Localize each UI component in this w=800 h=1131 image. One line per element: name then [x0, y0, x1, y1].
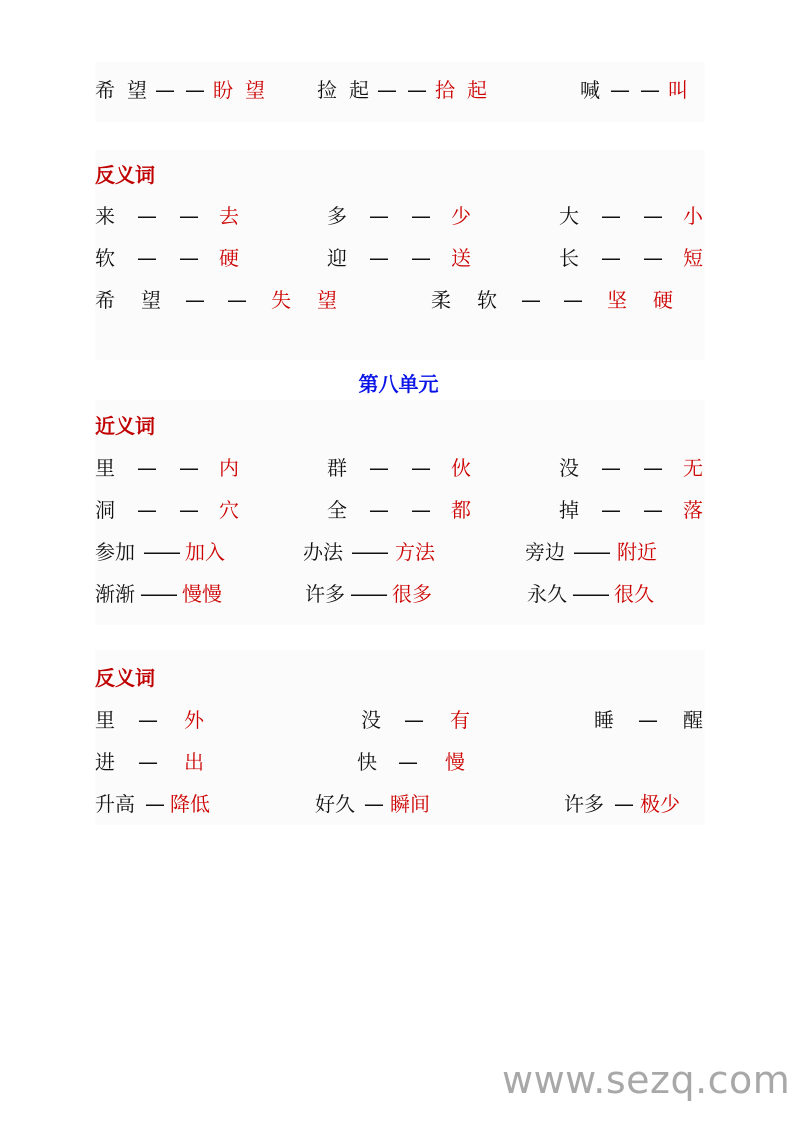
- dash-separator: ——: [601, 204, 685, 228]
- dash-separator: ——: [610, 78, 670, 102]
- dash-separator: —: [404, 708, 424, 732]
- dash-separator: —: [364, 792, 384, 816]
- dash-separator: ——: [137, 498, 221, 522]
- dash-separator: ——: [185, 288, 269, 312]
- right-word: 加入: [185, 540, 225, 564]
- dash-separator: ——: [137, 246, 221, 270]
- right-word: 很久: [614, 582, 654, 606]
- left-word: 群: [327, 456, 347, 480]
- dash-separator: ——: [369, 204, 453, 228]
- dash-separator: ——: [377, 78, 437, 102]
- right-word: 去: [219, 204, 239, 228]
- dash-separator: ——: [573, 540, 609, 564]
- right-word: 附近: [617, 540, 657, 564]
- dash-separator: —: [145, 792, 165, 816]
- dash-separator: ——: [572, 582, 608, 606]
- left-word: 没: [361, 708, 381, 732]
- dash-separator: ——: [601, 456, 685, 480]
- right-word: 有: [450, 708, 470, 732]
- left-word: 软: [95, 246, 115, 270]
- left-word: 办法: [303, 540, 343, 564]
- left-word: 许多: [564, 792, 604, 816]
- dash-separator: ——: [143, 540, 179, 564]
- left-word: 渐渐: [95, 582, 135, 606]
- left-word: 长: [559, 246, 579, 270]
- left-word: 里: [95, 456, 115, 480]
- right-word: 盼望: [213, 78, 277, 102]
- dash-separator: —: [398, 750, 418, 774]
- dash-separator: —: [638, 708, 658, 732]
- right-word: 慢慢: [182, 582, 222, 606]
- right-word: 醒: [683, 708, 703, 732]
- left-word: 捡起: [317, 78, 381, 102]
- dash-separator: ——: [369, 246, 453, 270]
- left-word: 多: [327, 204, 347, 228]
- right-word: 少: [451, 204, 471, 228]
- left-word: 掉: [559, 498, 579, 522]
- right-word: 内: [219, 456, 239, 480]
- left-word: 希望: [95, 288, 187, 312]
- left-word: 希望: [95, 78, 159, 102]
- dash-separator: ——: [350, 582, 386, 606]
- right-word: 落: [683, 498, 703, 522]
- right-word: 极少: [640, 792, 680, 816]
- right-word: 外: [184, 708, 204, 732]
- dash-separator: ——: [369, 498, 453, 522]
- section-heading-synonyms: 近义词: [95, 414, 155, 438]
- right-word: 方法: [395, 540, 435, 564]
- left-word: 全: [327, 498, 347, 522]
- left-word: 没: [559, 456, 579, 480]
- dash-separator: ——: [351, 540, 387, 564]
- left-word: 进: [95, 750, 115, 774]
- right-word: 失望: [271, 288, 363, 312]
- left-word: 睡: [594, 708, 614, 732]
- left-word: 里: [95, 708, 115, 732]
- right-word: 降低: [170, 792, 210, 816]
- right-word: 无: [683, 456, 703, 480]
- right-word: 都: [451, 498, 471, 522]
- watermark: www.sezq.com: [502, 1058, 791, 1102]
- right-word: 拾起: [435, 78, 499, 102]
- left-word: 迎: [327, 246, 347, 270]
- left-word: 大: [559, 204, 579, 228]
- right-word: 伙: [451, 456, 471, 480]
- left-word: 许多: [305, 582, 345, 606]
- right-word: 瞬间: [390, 792, 430, 816]
- right-word: 送: [451, 246, 471, 270]
- right-word: 小: [683, 204, 703, 228]
- left-word: 来: [95, 204, 115, 228]
- dash-separator: ——: [601, 246, 685, 270]
- dash-separator: ——: [601, 498, 685, 522]
- dash-separator: ——: [369, 456, 453, 480]
- right-word: 坚硬: [607, 288, 699, 312]
- dash-separator: ——: [137, 204, 221, 228]
- dash-separator: —: [138, 708, 158, 732]
- left-word: 喊: [580, 78, 600, 102]
- right-word: 慢: [445, 750, 465, 774]
- dash-separator: ——: [155, 78, 215, 102]
- left-word: 好久: [315, 792, 355, 816]
- dash-separator: ——: [140, 582, 176, 606]
- left-word: 参加: [95, 540, 135, 564]
- section-heading-antonyms: 反义词: [95, 163, 155, 187]
- right-word: 很多: [392, 582, 432, 606]
- left-word: 永久: [527, 582, 567, 606]
- left-word: 旁边: [525, 540, 565, 564]
- dash-separator: —: [614, 792, 634, 816]
- unit-title: 第八单元: [358, 372, 439, 396]
- left-word: 升高: [95, 792, 135, 816]
- right-word: 出: [184, 750, 204, 774]
- right-word: 穴: [219, 498, 239, 522]
- left-word: 洞: [95, 498, 115, 522]
- left-word: 柔软: [431, 288, 523, 312]
- dash-separator: —: [138, 750, 158, 774]
- right-word: 叫: [668, 78, 688, 102]
- dash-separator: ——: [521, 288, 605, 312]
- dash-separator: ——: [137, 456, 221, 480]
- left-word: 快: [357, 750, 377, 774]
- right-word: 短: [683, 246, 703, 270]
- right-word: 硬: [219, 246, 239, 270]
- section-heading-antonyms: 反义词: [95, 666, 155, 690]
